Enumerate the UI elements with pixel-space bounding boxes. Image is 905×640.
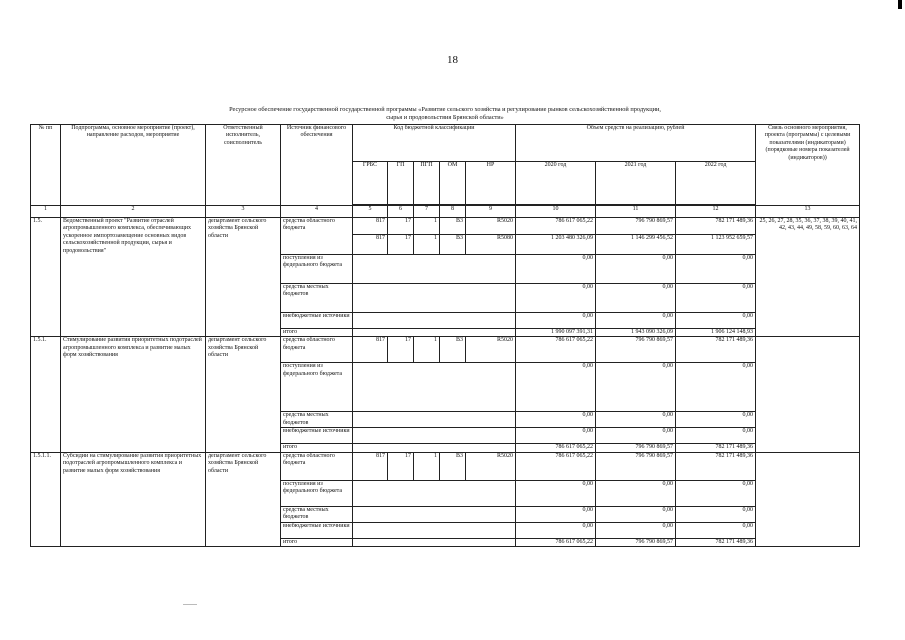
header-nr: НР	[466, 162, 516, 205]
title-line-2: сырья и продовольствия Брянской области»	[386, 114, 504, 121]
scan-artifact-line	[183, 604, 197, 605]
cell-2020: 786 617 065,22	[516, 538, 596, 546]
cell-2022: 1 906 124 148,93	[676, 329, 756, 337]
cell-empty	[353, 428, 516, 444]
cell-2021: 796 790 869,57	[596, 337, 676, 363]
header-gp: ГП	[388, 162, 414, 205]
row-name: Ведомственный проект "Развитие отраслей агропромышленного комплекса, обеспечивающих ускоренное импортозамещение основных видов сельскохозяйственной продукции, сырья и продовольствия"	[61, 218, 206, 337]
cell-om: В3	[440, 452, 466, 480]
document-title	[175, 106, 715, 122]
cell-2021: 796 790 869,57	[596, 452, 676, 480]
cell-nr: R5020	[466, 218, 516, 235]
source-extra: внебюджетные источники	[281, 522, 353, 538]
cell-gp: 17	[388, 337, 414, 363]
row-executor: департамент сельского хозяйства Брянской области	[206, 218, 281, 337]
cell-2021: 0,00	[596, 506, 676, 522]
header-2021: 2021 год	[596, 162, 676, 205]
col-number: 7	[414, 206, 440, 218]
cell-empty	[353, 284, 516, 313]
source-local: средства местных бюджетов	[281, 506, 353, 522]
cell-2022: 1 123 952 659,57	[676, 235, 756, 255]
cell-grbs: 817	[353, 452, 388, 480]
indicator-links-empty	[756, 452, 860, 546]
cell-2020: 0,00	[516, 363, 596, 412]
row-num: 1.5.	[31, 218, 61, 337]
row-name: Стимулирование развития приоритетных подотраслей агропромышленного комплекса и развитие малых форм хозяйствования	[61, 337, 206, 452]
cell-2021: 0,00	[596, 284, 676, 313]
cell-om: В3	[440, 218, 466, 235]
cell-2022: 782 171 489,36	[676, 444, 756, 452]
row-name: Субсидии на стимулирование развития приоритетных подотраслей агропромышленного комплекса и развитие малых форм хозяйствования	[61, 452, 206, 546]
header-2022: 2022 год	[676, 162, 756, 205]
source-federal: поступления из федерального бюджета	[281, 363, 353, 412]
source-regional: средства областного бюджета	[281, 452, 353, 480]
indicator-links-empty	[756, 337, 860, 452]
cell-2020: 1 990 097 391,31	[516, 329, 596, 337]
cell-nr: R5020	[466, 337, 516, 363]
source-regional: средства областного бюджета	[281, 337, 353, 363]
header-subprogram: Подпрограмма, основное мероприятие (проект), направление расходов, мероприятие	[61, 125, 206, 206]
header-grbs: ГРБС	[353, 162, 388, 205]
cell-2021: 0,00	[596, 428, 676, 444]
source-federal: поступления из федерального бюджета	[281, 255, 353, 284]
cell-2020: 0,00	[516, 412, 596, 428]
col-number: 13	[756, 206, 860, 218]
cell-empty	[353, 480, 516, 506]
header-link: Связь основного мероприятия, проекта (программы) с целевыми показателями (индикаторами) (порядковые номера показателей (индикаторов))	[756, 125, 860, 206]
edge-mark	[898, 0, 902, 9]
cell-empty	[353, 412, 516, 428]
header-2020: 2020 год	[516, 162, 596, 205]
source-federal: поступления из федерального бюджета	[281, 480, 353, 506]
cell-2021: 1 943 090 326,09	[596, 329, 676, 337]
cell-grbs: 817	[353, 337, 388, 363]
col-number: 1	[31, 206, 61, 218]
header-num: № пп	[31, 125, 61, 206]
cell-2022: 0,00	[676, 284, 756, 313]
cell-2020: 0,00	[516, 480, 596, 506]
cell-empty	[353, 329, 516, 337]
cell-grbs: 817	[353, 218, 388, 235]
cell-gp: 17	[388, 235, 414, 255]
cell-2020: 786 617 065,22	[516, 444, 596, 452]
cell-2020: 786 617 065,22	[516, 337, 596, 363]
cell-pgp: 1	[414, 235, 440, 255]
col-number: 6	[388, 206, 414, 218]
page-number: 18	[447, 54, 458, 66]
source-local: средства местных бюджетов	[281, 412, 353, 428]
cell-2021: 796 790 869,57	[596, 444, 676, 452]
cell-2020: 0,00	[516, 428, 596, 444]
cell-2022: 0,00	[676, 255, 756, 284]
cell-empty	[353, 363, 516, 412]
header-om: ОМ	[440, 162, 466, 205]
col-number: 5	[353, 206, 388, 218]
row-num: 1.5.1.1.	[31, 452, 61, 546]
title-line-1: Ресурсное обеспечение государственной государственной программы «Развитие сельского хозяйства и регулирование рынков сельскохозяйственной продукции,	[229, 106, 661, 113]
cell-empty	[353, 522, 516, 538]
source-extra: внебюджетные источники	[281, 313, 353, 329]
cell-gp: 17	[388, 452, 414, 480]
cell-2020: 786 617 065,22	[516, 218, 596, 235]
cell-2022: 0,00	[676, 506, 756, 522]
header-volume: Объем средств на реализацию, рублей	[516, 125, 756, 162]
cell-om: В3	[440, 235, 466, 255]
cell-2021: 796 790 869,57	[596, 538, 676, 546]
cell-empty	[353, 255, 516, 284]
cell-gp: 17	[388, 218, 414, 235]
source-total: итого	[281, 444, 353, 452]
cell-2022: 0,00	[676, 522, 756, 538]
cell-empty	[353, 538, 516, 546]
cell-2020: 0,00	[516, 255, 596, 284]
cell-2021: 0,00	[596, 412, 676, 428]
col-number: 8	[440, 206, 466, 218]
cell-2022: 0,00	[676, 428, 756, 444]
cell-2021: 1 146 299 456,52	[596, 235, 676, 255]
header-executor: Ответственный исполнитель, соисполнитель	[206, 125, 281, 206]
col-number: 10	[516, 206, 596, 218]
cell-2020: 0,00	[516, 313, 596, 329]
source-extra: внебюджетные источники	[281, 428, 353, 444]
source-regional: средства областного бюджета	[281, 218, 353, 255]
cell-nr: R5020	[466, 452, 516, 480]
cell-2021: 796 790 869,57	[596, 218, 676, 235]
cell-2020: 1 203 480 326,09	[516, 235, 596, 255]
row-executor: департамент сельского хозяйства Брянской области	[206, 337, 281, 452]
cell-om: В3	[440, 337, 466, 363]
col-number: 11	[596, 206, 676, 218]
cell-2022: 782 171 489,36	[676, 538, 756, 546]
cell-pgp: 1	[414, 452, 440, 480]
cell-pgp: 1	[414, 218, 440, 235]
header-budget-code: Код бюджетной классификации	[353, 125, 516, 162]
cell-2021: 0,00	[596, 522, 676, 538]
cell-2021: 0,00	[596, 363, 676, 412]
cell-2021: 0,00	[596, 255, 676, 284]
cell-2022: 782 171 489,36	[676, 452, 756, 480]
cell-nr: R5080	[466, 235, 516, 255]
cell-empty	[353, 506, 516, 522]
col-number: 3	[206, 206, 281, 218]
cell-2021: 0,00	[596, 480, 676, 506]
col-number: 12	[676, 206, 756, 218]
source-total: итого	[281, 329, 353, 337]
cell-2022: 0,00	[676, 412, 756, 428]
col-number: 9	[466, 206, 516, 218]
resource-table	[30, 124, 860, 547]
cell-2020: 786 617 065,22	[516, 452, 596, 480]
cell-2021: 0,00	[596, 313, 676, 329]
source-total: итого	[281, 538, 353, 546]
cell-2020: 0,00	[516, 284, 596, 313]
cell-empty	[353, 313, 516, 329]
row-executor: департамент сельского хозяйства Брянской области	[206, 452, 281, 546]
cell-pgp: 1	[414, 337, 440, 363]
source-local: средства местных бюджетов	[281, 284, 353, 313]
indicator-links: 25, 26, 27, 28, 35, 36, 37, 38, 39, 40, 41, 42, 43, 44, 49, 58, 59, 60, 63, 64	[756, 218, 860, 337]
cell-2020: 0,00	[516, 506, 596, 522]
cell-empty	[353, 444, 516, 452]
cell-2022: 782 171 489,36	[676, 218, 756, 235]
cell-2020: 0,00	[516, 522, 596, 538]
col-number: 2	[61, 206, 206, 218]
header-pgp: ПГП	[414, 162, 440, 205]
cell-grbs: 817	[353, 235, 388, 255]
cell-2022: 782 171 489,36	[676, 337, 756, 363]
col-number: 4	[281, 206, 353, 218]
row-num: 1.5.1.	[31, 337, 61, 452]
cell-2022: 0,00	[676, 480, 756, 506]
header-source: Источник финансового обеспечения	[281, 125, 353, 206]
cell-2022: 0,00	[676, 313, 756, 329]
cell-2022: 0,00	[676, 363, 756, 412]
